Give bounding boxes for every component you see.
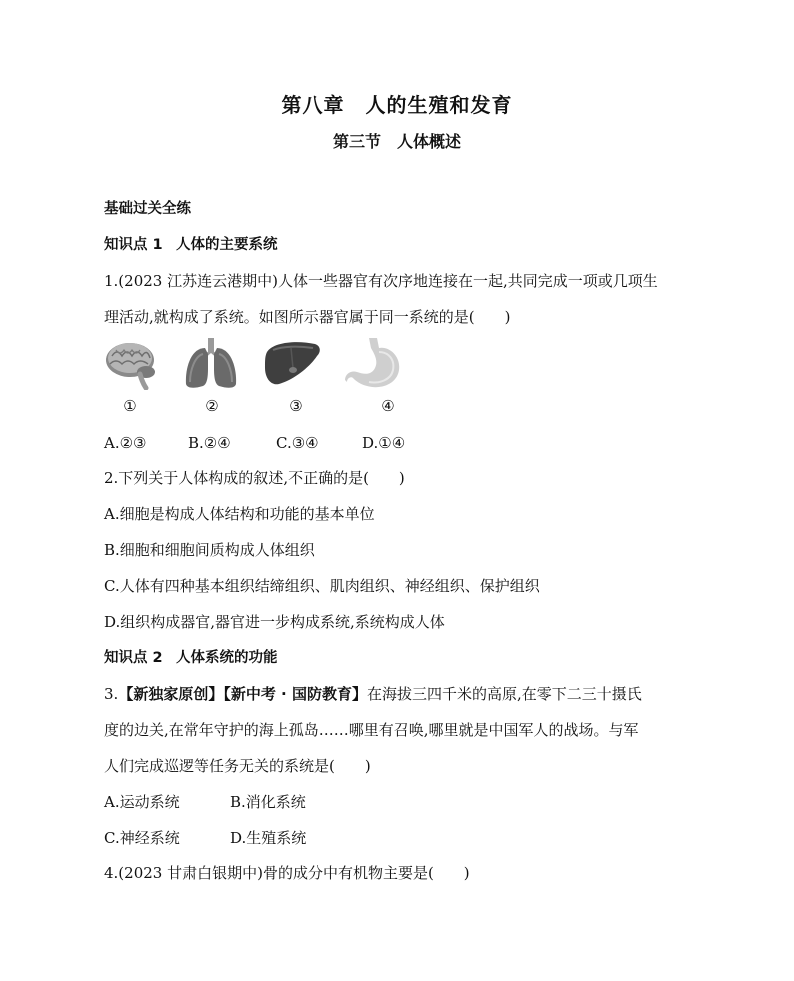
q1-option-a[interactable]: A.②③ — [104, 434, 147, 452]
figure-label-2: ② — [205, 397, 219, 415]
kp1-label: 知识点 1 — [104, 237, 163, 253]
knowledge-point-2 — [104, 648, 278, 668]
q3-tag-defense-education: 【新中考 · 国防教育】 — [223, 685, 367, 703]
q2-option-a[interactable]: A.细胞是构成人体结构和功能的基本单位 — [104, 505, 375, 523]
kp2-label: 知识点 2 — [104, 650, 163, 666]
q3-options-row1 — [104, 792, 306, 812]
q3-line2: 度的边关,在常年守护的海上孤岛……哪里有召唤,哪里就是中国军人的战场。与军 — [104, 721, 639, 739]
stomach-icon — [345, 338, 405, 390]
q1-line2: 理活动,就构成了系统。如图所示器官属于同一系统的是( ) — [104, 308, 511, 326]
figure-label-1: ① — [123, 397, 137, 415]
q3-option-a[interactable]: A.运动系统 — [104, 793, 180, 811]
q3-tag-original: 【新独家原创】 — [118, 685, 224, 703]
q3-line1-text: 在海拔三四千米的高原,在零下二三十摄氏 — [366, 685, 642, 703]
figure-label-3: ③ — [289, 397, 303, 415]
q2-option-c[interactable]: C.人体有四种基本组织结缔组织、肌肉组织、神经组织、保护组织 — [104, 577, 540, 595]
q3-option-c[interactable]: C.神经系统 — [104, 829, 180, 847]
kp1-title: 人体的主要系统 — [176, 237, 278, 253]
brain-icon — [102, 338, 162, 390]
q3-options-row2 — [104, 828, 306, 848]
q3-option-b[interactable]: B.消化系统 — [230, 793, 306, 811]
q1-options — [104, 433, 405, 453]
chapter-title: 第八章 人的生殖和发育 — [281, 93, 513, 117]
q3-number: 3. — [104, 685, 119, 703]
q2-stem: 2.下列关于人体构成的叙述,不正确的是( ) — [104, 469, 405, 487]
q3-line3: 人们完成巡逻等任务无关的系统是( ) — [104, 757, 371, 775]
liver-icon — [263, 338, 323, 390]
lungs-icon — [181, 338, 241, 390]
q1-option-b[interactable]: B.②④ — [188, 434, 231, 452]
figure-label-4: ④ — [381, 397, 395, 415]
q1-line1: 1.(2023 江苏连云港期中)人体一些器官有次序地连接在一起,共同完成一项或几项生 — [104, 272, 658, 290]
q4-stem: 4.(2023 甘肃白银期中)骨的成分中有机物主要是( ) — [104, 864, 470, 882]
kp2-title: 人体系统的功能 — [176, 650, 278, 666]
q1-option-d[interactable]: D.①④ — [362, 434, 406, 452]
q2-option-b[interactable]: B.细胞和细胞间质构成人体组织 — [104, 541, 315, 559]
section-title: 第三节 人体概述 — [332, 132, 461, 151]
q1-option-c[interactable]: C.③④ — [276, 434, 319, 452]
q3-option-d[interactable]: D.生殖系统 — [230, 829, 307, 847]
exercise-heading: 基础过关全练 — [104, 201, 191, 217]
knowledge-point-1 — [104, 235, 278, 255]
q2-option-d[interactable]: D.组织构成器官,器官进一步构成系统,系统构成人体 — [104, 613, 445, 631]
q3-line1 — [104, 684, 642, 704]
